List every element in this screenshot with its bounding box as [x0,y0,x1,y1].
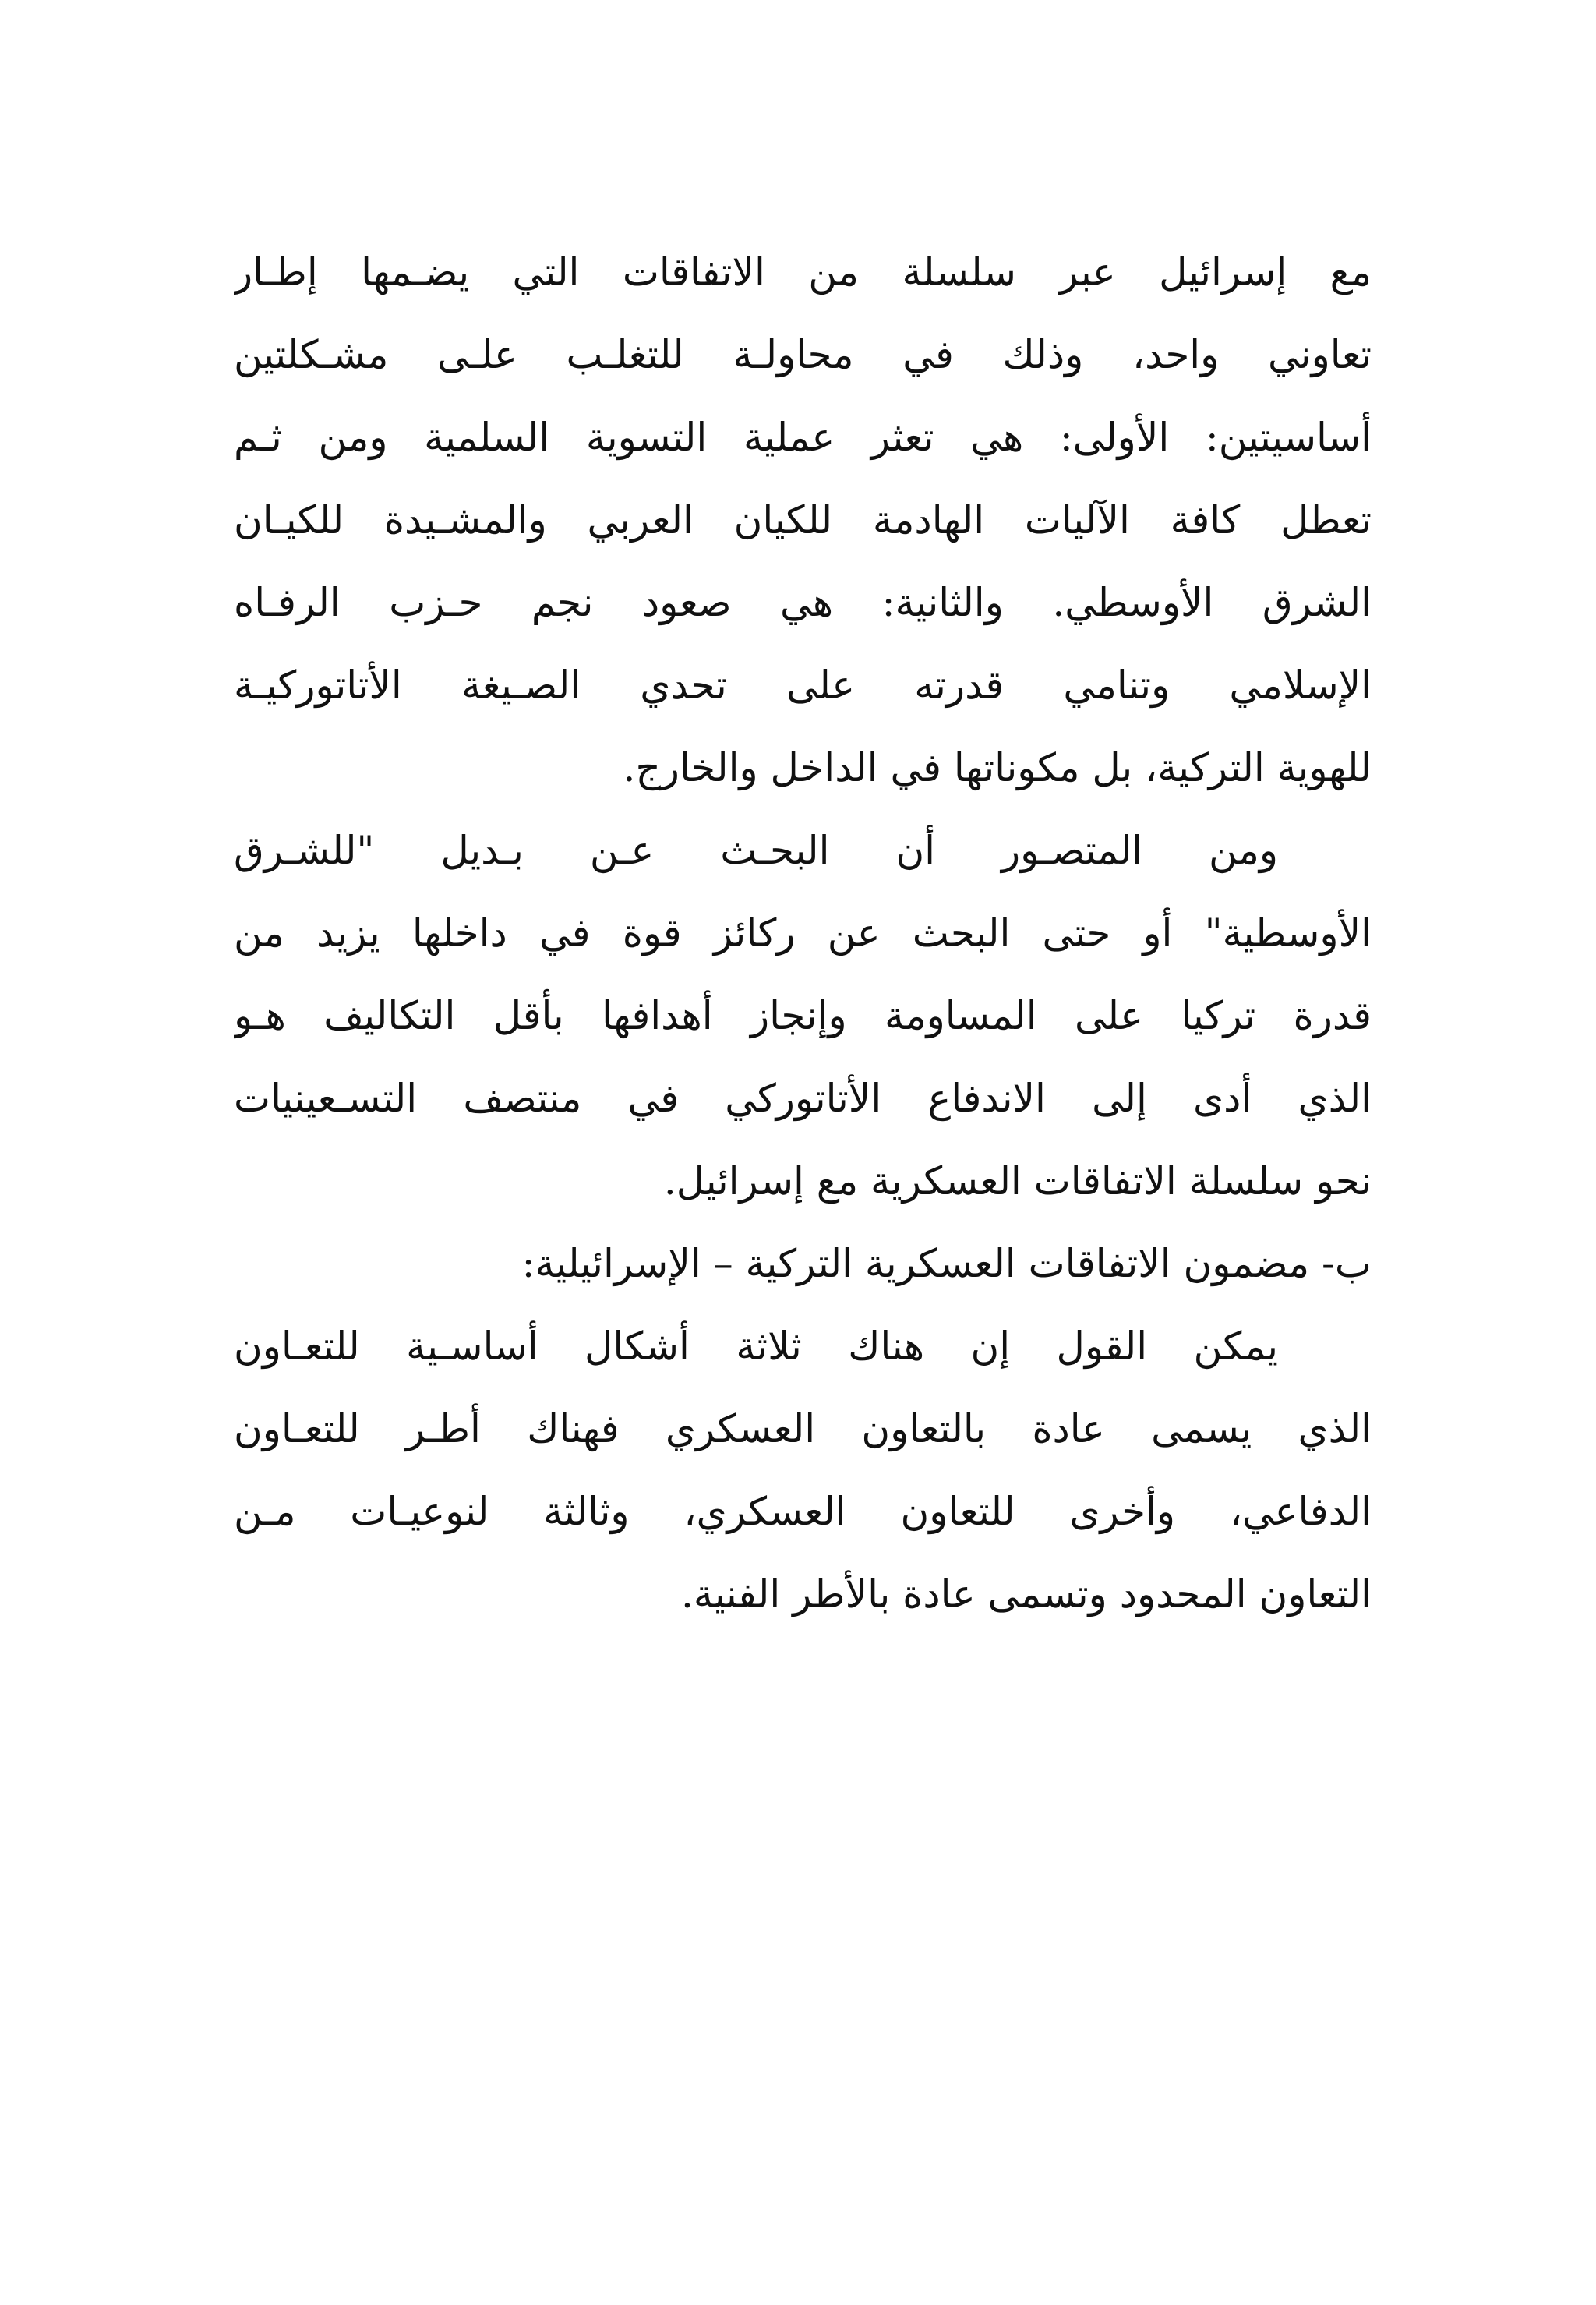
text-line: الأوسطية" أو حتى البحث عن ركائز قوة في داخلها يزيد من [234,910,1372,956]
text-line: الذي يسمى عادة بالتعاون العسكري فهناك أطـر للتعـاون [234,1406,1372,1451]
text-line: أساسيتين: الأولى: هي تعثر عملية التسوية السلمية ومن ثـم [234,415,1372,460]
text-line: مع إسرائيل عبر سلسلة من الاتفاقات التي يضـمها إطـار [234,249,1372,295]
text-line: الإسلامي وتنامي قدرته على تحدي الصـيغة الأتاتوركيـة [234,663,1372,708]
text-line: قدرة تركيا على المساومة وإنجاز أهدافها بأقل التكاليف هـو [234,993,1372,1038]
paragraph-start-line: ومن المتصـور أن البحـث عـن بـديل "للشـرق [234,828,1278,873]
paragraph-start-line: يمكن القول إن هناك ثلاثة أشكال أساسـية للتعـاون [234,1324,1278,1369]
paragraph-end-line: للهوية التركية، بل مكوناتها في الداخل والخارج. [623,745,1372,790]
text-line: الذي أدى إلى الاندفاع الأتاتوركي في منتصف التسـعينيات [234,1076,1372,1121]
paragraph-end-line: التعاون المحدود وتسمى عادة بالأطر الفنية. [681,1571,1372,1617]
section-heading: ب- مضمون الاتفاقات العسكرية التركية – الإسرائيلية: [521,1241,1372,1286]
text-line: تعطل كافة الآليات الهادمة للكيان العربي والمشـيدة للكيـان [234,497,1372,543]
paragraph-end-line: نحو سلسلة الاتفاقات العسكرية مع إسرائيل. [663,1158,1372,1204]
text-line: الشرق الأوسطي. والثانية: هي صعود نجم حـزب الرفـاه [234,580,1372,625]
body-text [234,231,1372,1635]
text-line: تعاوني واحد، وذلك في محاولـة للتغلـب علـى مشـكلتين [234,332,1372,377]
text-line: الدفاعي، وأخرى للتعاون العسكري، وثالثة لنوعيـات مـن [234,1489,1372,1534]
